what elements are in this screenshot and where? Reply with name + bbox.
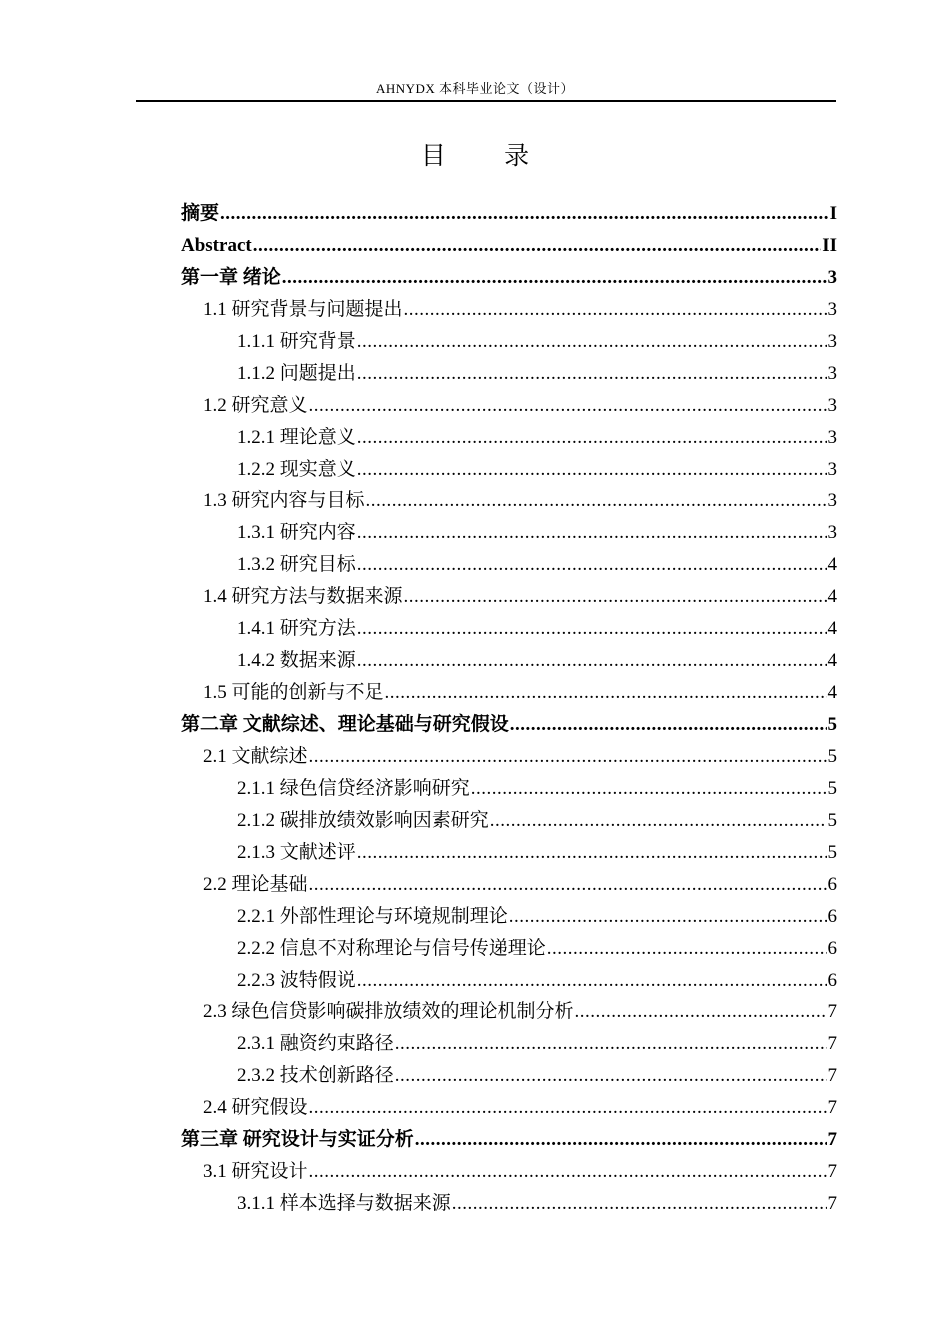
toc-entry-page-number: 7 bbox=[827, 1129, 837, 1151]
toc-entry[interactable] bbox=[181, 262, 837, 294]
toc-entry-page-number: 3 bbox=[827, 522, 837, 544]
dot-leader bbox=[357, 549, 827, 581]
toc-entry[interactable] bbox=[181, 996, 837, 1028]
dot-leader bbox=[309, 1156, 827, 1188]
toc-entry-page-number: II bbox=[822, 234, 837, 256]
toc-entry[interactable] bbox=[181, 454, 837, 486]
toc-entry-label: 1.2.1 理论意义 bbox=[237, 426, 356, 448]
toc-entry-label: 1.4.1 研究方法 bbox=[237, 618, 356, 640]
dot-leader bbox=[357, 326, 827, 358]
dot-leader bbox=[357, 454, 827, 486]
toc-entry-label: 1.4.2 数据来源 bbox=[237, 650, 356, 672]
toc-entry[interactable] bbox=[181, 549, 837, 581]
toc-entry-label: 2.3 绿色信贷影响碳排放绩效的理论机制分析 bbox=[203, 1001, 574, 1023]
toc-entry-page-number: 4 bbox=[827, 682, 837, 704]
toc-entry-page-number: 3 bbox=[827, 266, 837, 288]
toc-entry-label: 第二章 文献综述、理论基础与研究假设 bbox=[181, 714, 509, 735]
dot-leader bbox=[357, 358, 827, 390]
toc-entry-label: 2.2.3 波特假说 bbox=[237, 969, 356, 991]
toc-entry-label: 摘要 bbox=[181, 203, 220, 224]
toc-entry-label: 2.2 理论基础 bbox=[203, 873, 308, 895]
dot-leader bbox=[309, 390, 827, 422]
table-of-contents bbox=[181, 198, 837, 1220]
dot-leader bbox=[404, 581, 827, 613]
toc-entry[interactable] bbox=[181, 422, 837, 454]
dot-leader bbox=[220, 198, 829, 230]
toc-entry-page-number: 3 bbox=[827, 426, 837, 448]
toc-entry-label: 2.1.1 绿色信贷经济影响研究 bbox=[237, 777, 470, 799]
toc-entry-label: 1.2.2 现实意义 bbox=[237, 458, 356, 480]
toc-entry[interactable] bbox=[181, 837, 837, 869]
toc-entry-page-number: 7 bbox=[827, 1033, 837, 1055]
toc-entry[interactable] bbox=[181, 390, 837, 422]
toc-entry-page-number: 4 bbox=[827, 650, 837, 672]
dot-leader bbox=[510, 709, 827, 741]
dot-leader bbox=[282, 262, 827, 294]
dot-leader bbox=[253, 230, 822, 262]
toc-entry-label: 2.2.2 信息不对称理论与信号传递理论 bbox=[237, 937, 546, 959]
dot-leader bbox=[385, 677, 827, 709]
dot-leader bbox=[309, 1092, 827, 1124]
toc-entry[interactable] bbox=[181, 358, 837, 390]
toc-entry-label: 2.1.3 文献述评 bbox=[237, 841, 356, 863]
toc-entry-page-number: 3 bbox=[827, 362, 837, 384]
toc-entry-page-number: 5 bbox=[827, 841, 837, 863]
dot-leader bbox=[509, 901, 827, 933]
toc-entry-page-number: 7 bbox=[827, 1161, 837, 1183]
toc-entry-label: 1.1.1 研究背景 bbox=[237, 330, 356, 352]
toc-entry-page-number: 7 bbox=[827, 1001, 837, 1023]
toc-entry-label: 1.1 研究背景与问题提出 bbox=[203, 298, 403, 320]
toc-entry-page-number: 7 bbox=[827, 1193, 837, 1215]
toc-entry-page-number: 3 bbox=[827, 330, 837, 352]
dot-leader bbox=[357, 422, 827, 454]
toc-entry-page-number: 3 bbox=[827, 490, 837, 512]
toc-entry-label: 第三章 研究设计与实证分析 bbox=[181, 1129, 414, 1151]
dot-leader bbox=[575, 996, 827, 1028]
toc-entry-page-number: 7 bbox=[827, 1065, 837, 1087]
dot-leader bbox=[452, 1188, 827, 1220]
dot-leader bbox=[547, 933, 827, 965]
toc-entry-label: 2.1.2 碳排放绩效影响因素研究 bbox=[237, 809, 489, 831]
toc-entry-page-number: 3 bbox=[827, 394, 837, 416]
toc-entry[interactable] bbox=[181, 485, 837, 517]
toc-entry-page-number: 3 bbox=[827, 458, 837, 480]
toc-entry-page-number: 5 bbox=[827, 745, 837, 767]
toc-entry[interactable] bbox=[181, 294, 837, 326]
toc-entry-page-number: 6 bbox=[827, 969, 837, 991]
dot-leader bbox=[357, 965, 827, 997]
dot-leader bbox=[357, 613, 827, 645]
toc-entry[interactable] bbox=[181, 1028, 837, 1060]
toc-entry[interactable] bbox=[181, 933, 837, 965]
toc-entry[interactable] bbox=[181, 869, 837, 901]
toc-entry-label: 3.1 研究设计 bbox=[203, 1161, 308, 1183]
toc-entry[interactable] bbox=[181, 965, 837, 997]
dot-leader bbox=[395, 1060, 827, 1092]
toc-entry[interactable] bbox=[181, 901, 837, 933]
toc-entry-label: 3.1.1 样本选择与数据来源 bbox=[237, 1193, 451, 1215]
toc-entry[interactable] bbox=[181, 198, 837, 230]
toc-entry-label: 2.1 文献综述 bbox=[203, 745, 308, 767]
toc-entry-page-number: 5 bbox=[827, 777, 837, 799]
toc-entry-page-number: 5 bbox=[827, 809, 837, 831]
toc-entry-label: 2.2.1 外部性理论与环境规制理论 bbox=[237, 905, 508, 927]
toc-entry-page-number: 7 bbox=[827, 1097, 837, 1119]
toc-entry[interactable] bbox=[181, 773, 837, 805]
toc-entry[interactable] bbox=[181, 645, 837, 677]
toc-entry[interactable] bbox=[181, 613, 837, 645]
toc-entry-page-number: 6 bbox=[827, 873, 837, 895]
toc-entry[interactable] bbox=[181, 709, 837, 741]
toc-entry-page-number: 6 bbox=[827, 937, 837, 959]
toc-entry-label: Abstract bbox=[181, 234, 252, 256]
toc-entry-label: 1.2 研究意义 bbox=[203, 394, 308, 416]
dot-leader bbox=[309, 869, 827, 901]
toc-entry-label: 2.3.1 融资约束路径 bbox=[237, 1033, 394, 1055]
toc-entry[interactable] bbox=[181, 1092, 837, 1124]
toc-entry-label: 1.3.1 研究内容 bbox=[237, 522, 356, 544]
toc-entry-page-number: 3 bbox=[827, 298, 837, 320]
toc-entry-page-number: I bbox=[829, 203, 837, 224]
toc-entry-label: 1.4 研究方法与数据来源 bbox=[203, 586, 403, 608]
toc-entry-label: 1.3 研究内容与目标 bbox=[203, 490, 365, 512]
toc-title: 目 录 bbox=[420, 143, 556, 170]
dot-leader bbox=[357, 645, 827, 677]
toc-entry[interactable] bbox=[181, 805, 837, 837]
toc-entry-label: 1.3.2 研究目标 bbox=[237, 554, 356, 576]
dot-leader bbox=[309, 741, 827, 773]
dot-leader bbox=[415, 1124, 827, 1156]
toc-entry-label: 1.1.2 问题提出 bbox=[237, 362, 356, 384]
toc-entry-label: 2.4 研究假设 bbox=[203, 1097, 308, 1119]
toc-entry[interactable] bbox=[181, 1124, 837, 1156]
toc-entry[interactable] bbox=[181, 1188, 837, 1220]
toc-entry[interactable] bbox=[181, 1156, 837, 1188]
toc-entry[interactable] bbox=[181, 230, 837, 262]
toc-entry[interactable] bbox=[181, 326, 837, 358]
dot-leader bbox=[471, 773, 827, 805]
toc-entry[interactable] bbox=[181, 741, 837, 773]
toc-entry[interactable] bbox=[181, 677, 837, 709]
toc-entry-label: 第一章 绪论 bbox=[181, 266, 281, 288]
toc-entry[interactable] bbox=[181, 581, 837, 613]
toc-entry-page-number: 4 bbox=[827, 554, 837, 576]
toc-entry[interactable] bbox=[181, 1060, 837, 1092]
toc-entry-page-number: 4 bbox=[827, 618, 837, 640]
header-rule bbox=[136, 100, 836, 102]
page-header: AHNYDX 本科毕业论文（设计） bbox=[375, 81, 575, 96]
dot-leader bbox=[404, 294, 827, 326]
toc-entry-label: 1.5 可能的创新与不足 bbox=[203, 682, 384, 704]
dot-leader bbox=[395, 1028, 827, 1060]
toc-entry[interactable] bbox=[181, 517, 837, 549]
dot-leader bbox=[357, 837, 827, 869]
toc-entry-page-number: 5 bbox=[827, 714, 837, 735]
toc-entry-label: 2.3.2 技术创新路径 bbox=[237, 1065, 394, 1087]
dot-leader bbox=[366, 485, 827, 517]
toc-entry-page-number: 6 bbox=[827, 905, 837, 927]
dot-leader bbox=[357, 517, 827, 549]
toc-entry-page-number: 4 bbox=[827, 586, 837, 608]
dot-leader bbox=[490, 805, 827, 837]
